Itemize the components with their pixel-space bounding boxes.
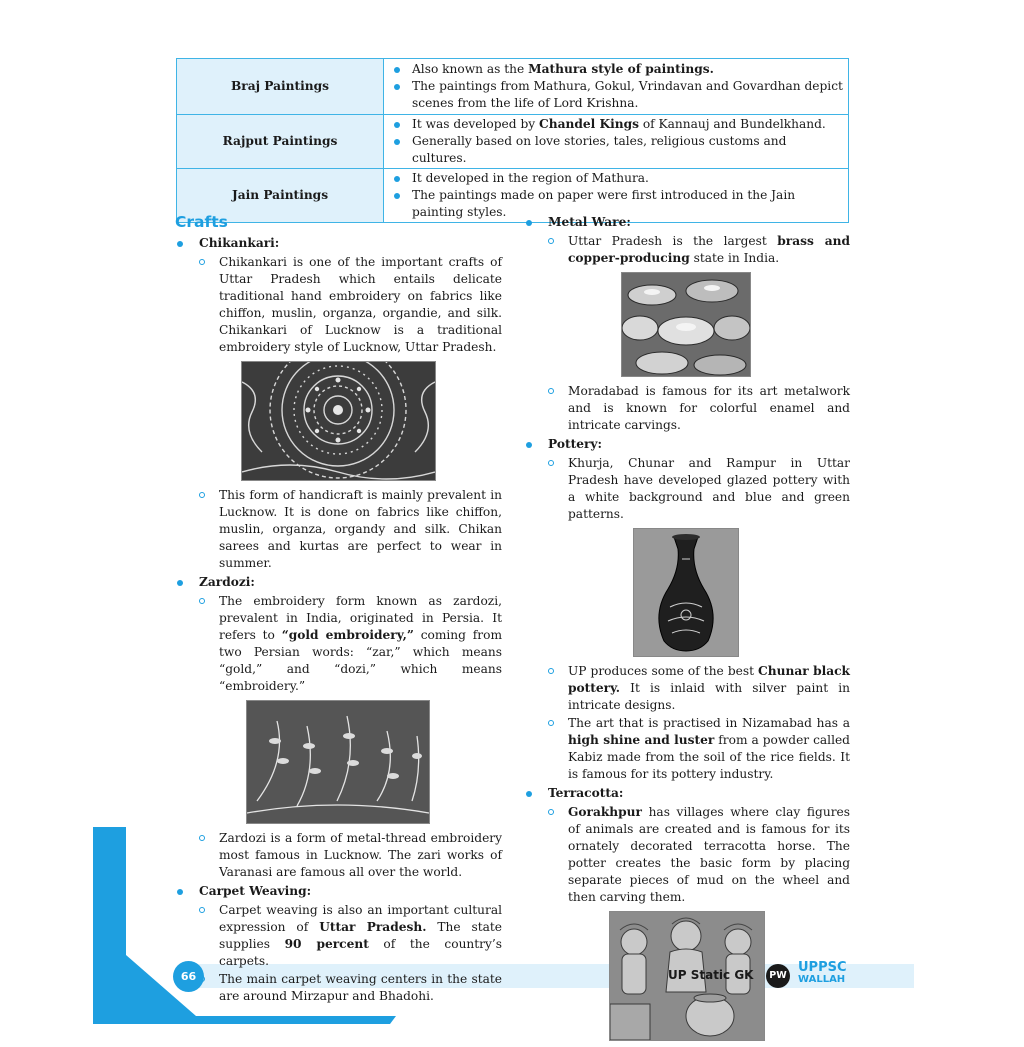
bullet-icon bbox=[177, 241, 183, 247]
list-item: Also known as the Mathura style of paintings. bbox=[390, 61, 844, 78]
brand-line-2: WALLAH bbox=[798, 974, 846, 985]
circle-bullet-icon bbox=[548, 720, 554, 726]
brand-line-1: UPPSC bbox=[798, 960, 847, 975]
bullet-icon bbox=[177, 889, 183, 895]
left-column bbox=[174, 212, 502, 1006]
paragraph: Zardozi is a form of metal-thread embroidery most famous in Lucknow. The zari works of Varanasi are famous all over the world. bbox=[174, 830, 502, 881]
zardozi-embroidery-photo bbox=[246, 700, 430, 824]
paragraph: Uttar Pradesh is the largest brass and copper-producing state in India. bbox=[523, 233, 850, 267]
circle-bullet-icon bbox=[548, 809, 554, 815]
circle-bullet-icon bbox=[199, 598, 205, 604]
footer-title: UP Static GK bbox=[668, 968, 754, 982]
row-description bbox=[384, 59, 849, 115]
page-number: 66 bbox=[173, 961, 204, 992]
paragraph: The main carpet weaving centers in the state are around Mirzapur and Bhadohi. bbox=[174, 971, 502, 1005]
right-column bbox=[523, 212, 850, 1047]
circle-bullet-icon bbox=[548, 460, 554, 466]
row-name: Rajput Paintings bbox=[177, 115, 384, 169]
metal-ware-photo bbox=[621, 272, 751, 377]
table-row bbox=[177, 59, 849, 115]
bullet-icon bbox=[526, 791, 532, 797]
circle-bullet-icon bbox=[199, 907, 205, 913]
circle-bullet-icon bbox=[548, 238, 554, 244]
paragraph: The embroidery form known as zardozi, prevalent in India, originated in Persia. It refers to “gold embroidery,” coming from two Persian words: “zar,” which means “gold,” and “dozi,” which means “embroidery.” bbox=[174, 593, 502, 695]
subheading-pottery: Pottery: bbox=[523, 436, 850, 453]
row-description bbox=[384, 115, 849, 169]
brand-logo bbox=[798, 962, 858, 986]
paragraph: Moradabad is famous for its art metalwork and is known for colorful enamel and intricate carvings. bbox=[523, 383, 850, 434]
row-name: Braj Paintings bbox=[177, 59, 384, 115]
circle-bullet-icon bbox=[199, 835, 205, 841]
list-item: Generally based on love stories, tales, religious customs and cultures. bbox=[390, 133, 844, 167]
pw-logo-icon: PW bbox=[766, 964, 790, 988]
paragraph: Gorakhpur has villages where clay figures of animals are created and is famous for its ornately decorated terracotta horse. The potter creates the basic form by placing separate pieces of mud on the wheel and then carving them. bbox=[523, 804, 850, 906]
circle-bullet-icon bbox=[199, 492, 205, 498]
list-item: The paintings made on paper were first introduced in the Jain painting styles. bbox=[390, 187, 844, 221]
paragraph: Khurja, Chunar and Rampur in Uttar Pradesh have developed glazed pottery with a white background and blue and green patterns. bbox=[523, 455, 850, 523]
circle-bullet-icon bbox=[548, 388, 554, 394]
subheading-carpet-weaving: Carpet Weaving: bbox=[174, 883, 502, 900]
subheading-zardozi: Zardozi: bbox=[174, 574, 502, 591]
paragraph: The art that is practised in Nizamabad has a high shine and luster from a powder called Kabiz made from the soil of the rice fields. It is famous for its pottery industry. bbox=[523, 715, 850, 783]
paintings-table bbox=[176, 58, 849, 223]
bullet-icon bbox=[526, 442, 532, 448]
list-item: It developed in the region of Mathura. bbox=[390, 170, 844, 187]
paragraph: This form of handicraft is mainly prevalent in Lucknow. It is done on fabrics like chiffon, muslin, organza, organdy and silk. Chikan sarees and kurtas are perfect to wear in summer. bbox=[174, 487, 502, 572]
chikankari-embroidery-photo bbox=[241, 361, 436, 481]
circle-bullet-icon bbox=[199, 259, 205, 265]
black-pottery-vase-photo bbox=[633, 528, 739, 657]
subheading-terracotta: Terracotta: bbox=[523, 785, 850, 802]
table-row bbox=[177, 115, 849, 169]
paragraph: UP produces some of the best Chunar black pottery. It is inlaid with silver paint in intricate designs. bbox=[523, 663, 850, 714]
subheading-chikankari: Chikankari: bbox=[174, 235, 502, 252]
paragraph: Carpet weaving is also an important cultural expression of Uttar Pradesh. The state supplies 90 percent of the country’s carpets. bbox=[174, 902, 502, 970]
subheading-metal-ware: Metal Ware: bbox=[523, 214, 850, 231]
bullet-icon bbox=[526, 220, 532, 226]
section-title: Crafts bbox=[175, 213, 228, 231]
circle-bullet-icon bbox=[548, 668, 554, 674]
list-item: The paintings from Mathura, Gokul, Vrindavan and Govardhan depict scenes from the life of Lord Krishna. bbox=[390, 78, 844, 112]
row-name: Jain Paintings bbox=[177, 169, 384, 223]
bullet-icon bbox=[177, 580, 183, 586]
paragraph: Chikankari is one of the important crafts of Uttar Pradesh which entails delicate traditional hand embroidery on fabrics like chiffon, muslin, organza, organdie, and silk. Chikankari of Lucknow is a traditional embroidery style of Lucknow, Uttar Pradesh. bbox=[174, 254, 502, 356]
list-item: It was developed by Chandel Kings of Kannauj and Bundelkhand. bbox=[390, 116, 844, 133]
